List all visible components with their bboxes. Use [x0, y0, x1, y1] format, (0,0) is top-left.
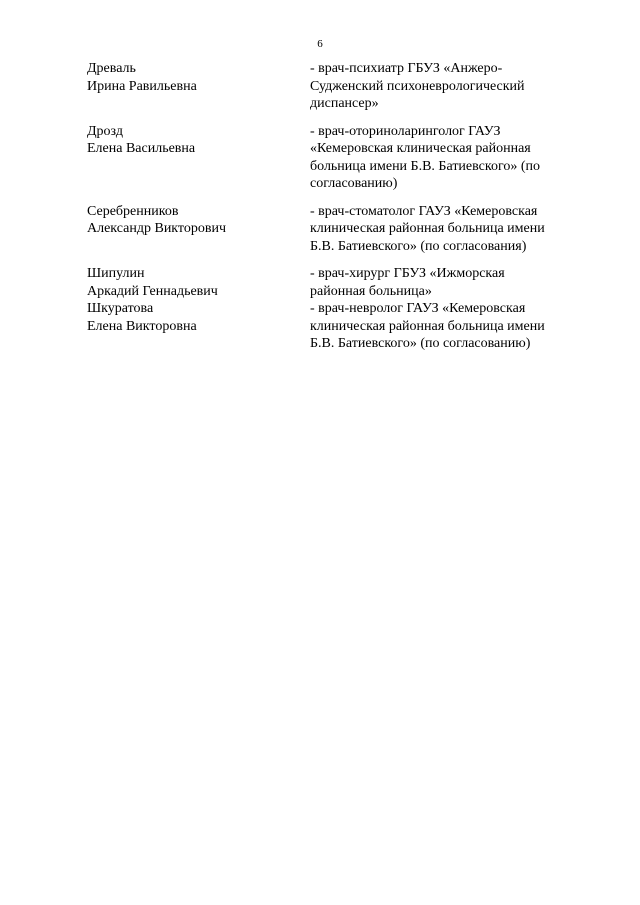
- position-line: Б.В. Батиевского» (по согласованию): [310, 336, 531, 351]
- member-surname: Серебренников: [87, 203, 179, 219]
- member-name: [87, 265, 310, 300]
- member-given-names: Елена Викторовна: [87, 318, 197, 334]
- member-surname: Дрозд: [87, 123, 123, 139]
- member-name: [87, 300, 310, 353]
- member-name: [87, 60, 310, 113]
- member-name: [87, 123, 310, 193]
- member-position: [310, 203, 587, 256]
- member-entry: [87, 265, 587, 300]
- position-line: «Кемеровская клиническая районная: [310, 141, 531, 156]
- member-position: [310, 123, 587, 193]
- member-name: [87, 203, 310, 256]
- position-line: диспансер»: [310, 96, 379, 111]
- member-given-names: Аркадий Геннадьевич: [87, 283, 218, 299]
- member-entry: [87, 123, 587, 193]
- member-entry: [87, 60, 587, 113]
- position-line: Судженский психоневрологический: [310, 78, 525, 94]
- position-line: - врач-стоматолог ГАУЗ «Кемеровская: [310, 203, 538, 219]
- members-list: [87, 60, 587, 353]
- member-entry: [87, 203, 587, 256]
- page-number: 6: [317, 38, 323, 50]
- member-surname: Шипулин: [87, 266, 145, 281]
- position-line: согласованию): [310, 176, 398, 191]
- position-line: - врач-хирург ГБУЗ «Ижморская: [310, 266, 505, 281]
- member-given-names: Ирина Равильевна: [87, 78, 197, 94]
- position-line: клиническая районная больница имени: [310, 221, 545, 236]
- member-surname: Шкуратова: [87, 301, 154, 316]
- member-given-names: Елена Васильевна: [87, 141, 196, 156]
- member-given-names: Александр Викторович: [87, 221, 227, 236]
- member-position: [310, 60, 587, 113]
- position-line: - врач-психиатр ГБУЗ «Анжеро-: [310, 61, 503, 76]
- member-entry: [87, 300, 587, 353]
- position-line: - врач-оториноларинголог ГАУЗ: [310, 123, 501, 139]
- position-line: больница имени Б.В. Батиевского» (по: [310, 158, 541, 174]
- position-line: Б.В. Батиевского» (по согласования): [310, 238, 527, 254]
- position-line: - врач-невролог ГАУЗ «Кемеровская: [310, 301, 526, 316]
- member-surname: Древаль: [87, 61, 136, 76]
- member-position: [310, 300, 587, 353]
- position-line: районная больница»: [310, 283, 432, 299]
- member-position: [310, 265, 587, 300]
- position-line: клиническая районная больница имени: [310, 318, 545, 334]
